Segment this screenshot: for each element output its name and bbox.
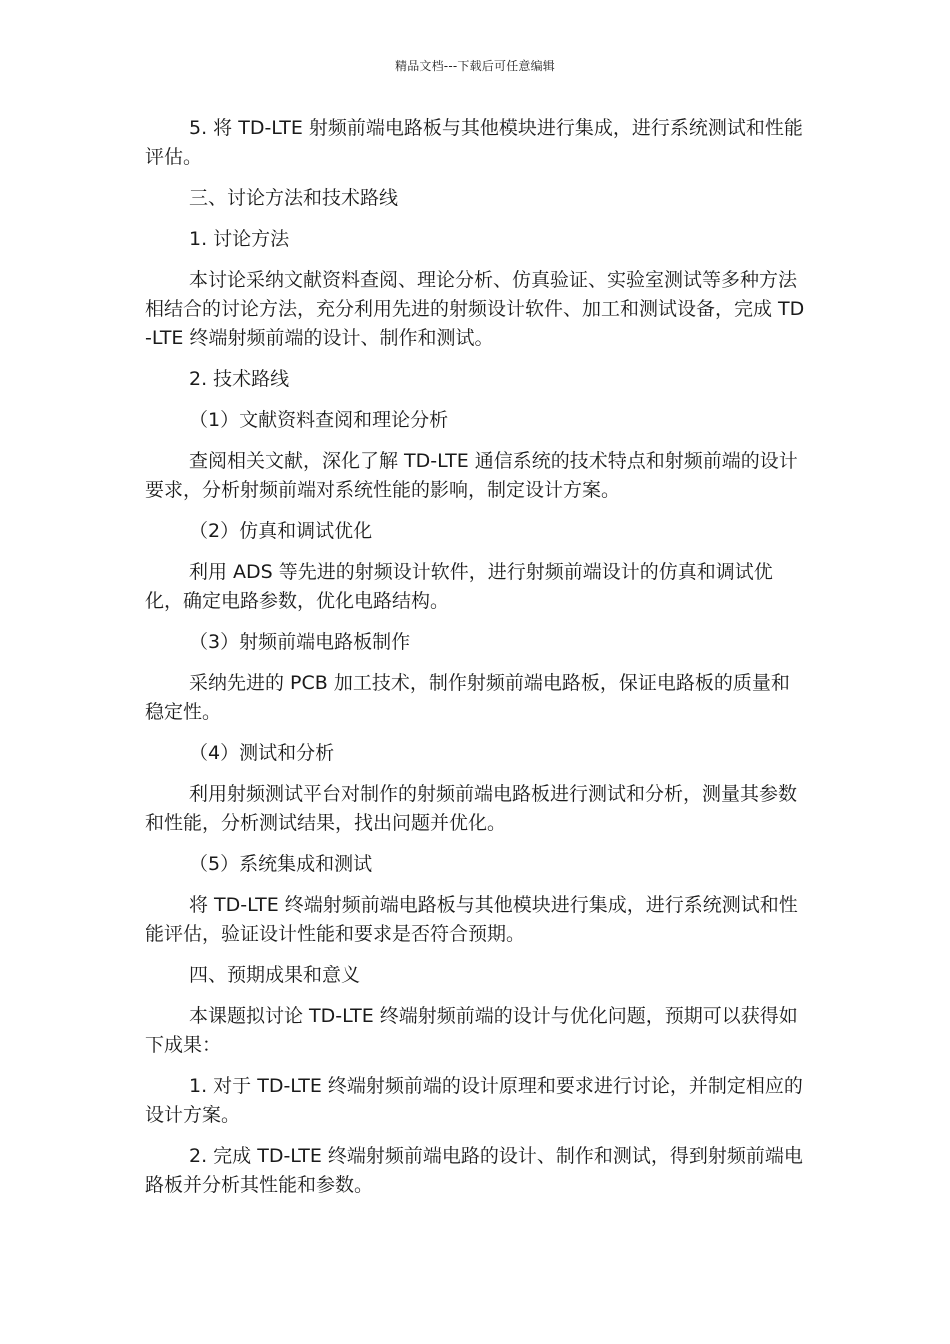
step-heading-literature: （1）文献资料查阅和理论分析: [189, 409, 449, 431]
paragraph-integration: 将 TD-LTE 终端射频前端电路板与其他模块进行集成，进行系统测试和性能评估，验证设计性能和要求是否符合预期。: [145, 894, 798, 945]
paragraph-item-5-integration: 5. 将 TD-LTE 射频前端电路板与其他模块进行集成，进行系统测试和性能评估。: [145, 117, 803, 168]
step-heading-simulation: （2）仿真和调试优化: [189, 520, 373, 542]
paragraph-method-description: 本讨论采纳文献资料查阅、理论分析、仿真验证、实验室测试等多种方法相结合的讨论方法，充分利用先进的射频设计软件、加工和测试设备，完成 TD-LTE 终端射频前端的设计、制作和测试。: [145, 269, 805, 349]
section-heading-outcomes: 四、预期成果和意义: [189, 964, 361, 986]
paragraph-pcb: 采纳先进的 PCB 加工技术，制作射频前端电路板，保证电路板的质量和稳定性。: [145, 672, 790, 723]
paragraph-outcome-2: 2. 完成 TD-LTE 终端射频前端电路的设计、制作和测试，得到射频前端电路板并分析其性能和参数。: [145, 1145, 803, 1196]
paragraph-simulation: 利用 ADS 等先进的射频设计软件，进行射频前端设计的仿真和调试优化，确定电路参数，优化电路结构。: [145, 561, 773, 612]
paragraph-literature: 查阅相关文献，深化了解 TD-LTE 通信系统的技术特点和射频前端的设计要求，分析射频前端对系统性能的影响，制定设计方案。: [145, 450, 798, 501]
step-heading-pcb: （3）射频前端电路板制作: [189, 631, 411, 653]
page-header: 精品文档---下载后可任意编辑: [395, 59, 555, 73]
section-heading-methods: 三、讨论方法和技术路线: [189, 187, 399, 209]
paragraph-testing: 利用射频测试平台对制作的射频前端电路板进行测试和分析，测量其参数和性能，分析测试结果，找出问题并优化。: [145, 783, 798, 834]
paragraph-outcomes-intro: 本课题拟讨论 TD-LTE 终端射频前端的设计与优化问题，预期可以获得如下成果：: [145, 1005, 798, 1056]
step-heading-testing: （4）测试和分析: [189, 742, 335, 764]
paragraph-outcome-1: 1. 对于 TD-LTE 终端射频前端的设计原理和要求进行讨论，并制定相应的设计方案。: [145, 1075, 803, 1126]
subsection-heading-method: 1. 讨论方法: [189, 228, 290, 250]
step-heading-integration: （5）系统集成和测试: [189, 853, 373, 875]
subsection-heading-route: 2. 技术路线: [189, 368, 290, 390]
document-body: [145, 114, 807, 1212]
